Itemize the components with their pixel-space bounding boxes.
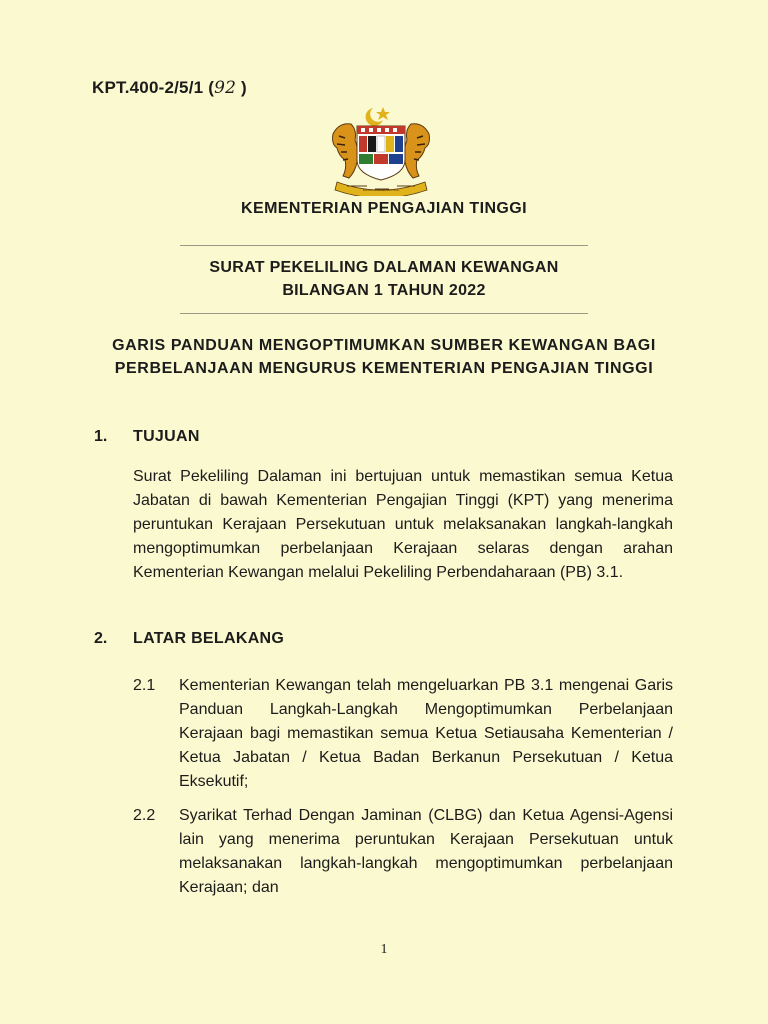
section-2-title: LATAR BELAKANG [133, 630, 285, 647]
section-1-body: Surat Pekeliling Dalaman ini bertujuan untuk memastikan semua Ketua Jabatan di bawah Kementerian Pengajian Tinggi (KPT) yang menerima peruntukan Kerajaan Persekutuan untuk melaksanakan langkah-langkah mengoptimumkan perbelanjaan Kerajaan selaras dengan arahan Kementerian Kewangan melalui Pekeliling Perbendaharaan (PB) 3.1. [133, 468, 673, 581]
crest-motto: Bersekutu Bertambah Mutu [362, 188, 400, 192]
subsection-2-2-text: Syarikat Terhad Dengan Jaminan (CLBG) dan Ketua Agensi-Agensi lain yang menerima peruntukan Kerajaan Persekutuan untuk melaksanakan langkah-langkah mengoptimumkan perbelanjaan Kerajaan; dan [179, 807, 673, 896]
reference-prefix: KPT.400-2/5/1 ( [92, 78, 215, 97]
circular-number: BILANGAN 1 TAHUN 2022 [282, 282, 486, 299]
reference-number [92, 78, 247, 98]
page-number: 1 [380, 942, 388, 957]
coat-of-arms-icon [323, 104, 439, 196]
subject-line-1: GARIS PANDUAN MENGOPTIMUMKAN SUMBER KEWANGAN BAGI [112, 337, 656, 354]
section-2-number: 2. [94, 630, 108, 647]
section-1-number: 1. [94, 428, 108, 445]
subsection-2-2-number: 2.2 [133, 807, 156, 824]
subject-line-2: PERBELANJAAN MENGURUS KEMENTERIAN PENGAJIAN TINGGI [114, 360, 654, 377]
divider-bottom [180, 313, 588, 314]
circular-title: SURAT PEKELILING DALAMAN KEWANGAN [209, 259, 559, 276]
subsection-2-1-number: 2.1 [133, 677, 156, 694]
reference-handwritten: 92 [214, 78, 237, 98]
subsection-2-1-text: Kementerian Kewangan telah mengeluarkan PB 3.1 mengenai Garis Panduan Langkah-Langkah Mengoptimumkan Perbelanjaan Kerajaan bagi memastikan semua Ketua Setiausaha Kementerian / Ketua Jabatan / Ketua Badan Berkanun Persekutuan / Ketua Eksekutif; [179, 677, 673, 790]
ministry-heading: KEMENTERIAN PENGAJIAN TINGGI [241, 200, 527, 217]
divider-top [180, 245, 588, 246]
reference-suffix: ) [236, 78, 247, 97]
section-1-title: TUJUAN [133, 428, 200, 445]
